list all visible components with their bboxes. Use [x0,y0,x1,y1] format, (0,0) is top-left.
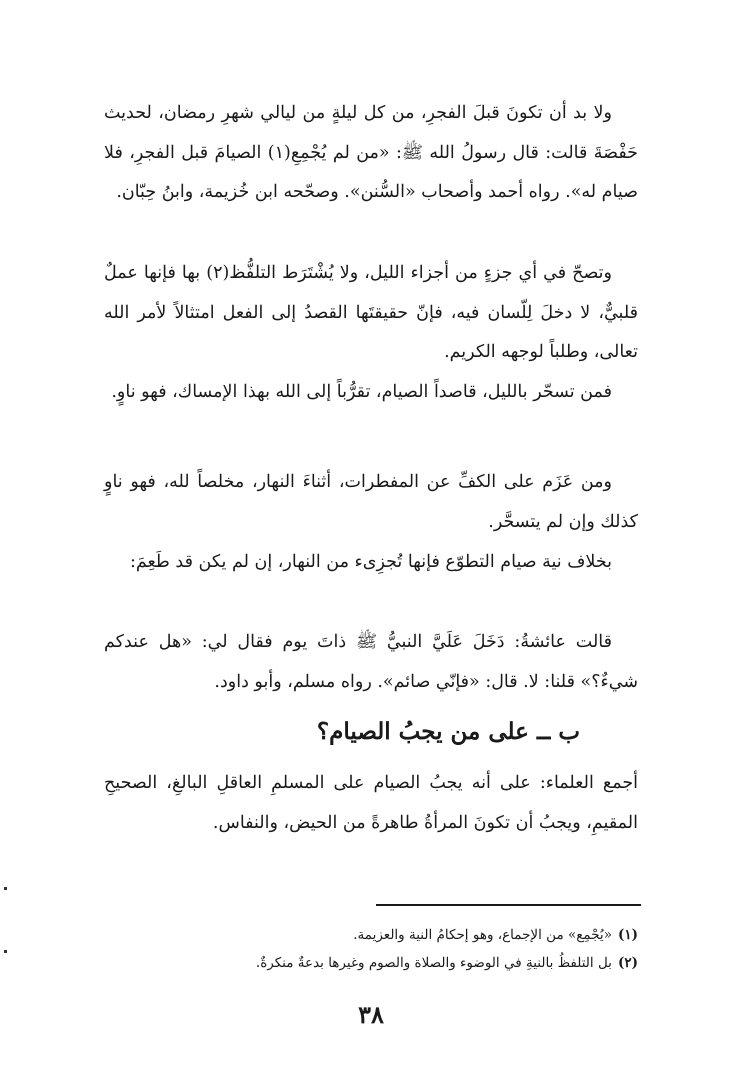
footnote-1-text: «يُجْمِع» من الإجماع، وهو إحكامُ النية والعزيمة. [353,927,612,943]
scan-edge-mark [4,887,7,890]
footnote-2-text: بل التلفظُ بالنيةِ في الوضوء والصلاة والصوم وغيرها بدعةٌ منكرةٌ. [255,955,612,971]
footnote-1 [104,922,638,948]
paragraph-night-intention: وتصحّ في أي جزءٍ من أجزاء الليل، ولا يُشْتَرَط التلفُّظ(٢) بها فإنها عملٌ قلبيٌّ، لا دخلَ لِلّسان فيه، فإنّ حقيقتَها القصدُ إلى الفعل امتثالاً لأمر الله تعالى، وطلباً لوجهه الكريم. [104,263,638,362]
footnote-divider [376,904,641,906]
section-heading: ب ــ على من يجبُ الصيام؟ [316,718,580,745]
page-number: ٣٨ [358,1000,384,1029]
paragraph-voluntary-fast: بخلاف نية صيام التطوّع فإنها تُجزِىء من النهار، إن لم يكن قد طَعِمَ: [129,552,612,572]
paragraph-abstaining: ومن عَزَم على الكفِّ عن المفطرات، أثناءَ النهار، مخلصاً لله، فهو ناوٍ كذلك وإن لم يتسحَّر. [104,472,638,532]
footnote-2 [104,950,638,976]
scan-edge-mark [4,950,7,953]
paragraph-obligation: أجمع العلماء: على أنه يجبُ الصيام على المسلمِ العاقلِ البالغِ، الصحيحِ المقيمِ، ويجبُ أن تكونَ المرأةُ طاهرةً من الحيض، والنفاس. [104,773,638,833]
footnote-2-number: (٢) [617,955,638,971]
paragraph-fajr-intention: ولا بد أن تكونَ قبلَ الفجرِ، من كل ليلةٍ من ليالي شهرِ رمضان، لحديث حَفْصَةَ قالت: قال رسولُ الله ﷺ: «من لم يُجْمِعِ(١) الصيامَ قبل الفجرِ، فلا صيام له». رواه أحمد وأصحاب «السُّنن». وصحّحه ابن خُزيمة، وابنُ حِبّان. [104,103,639,202]
footnote-1-number: (١) [617,927,638,943]
paragraph-aisha-hadith: قالت عائشةُ: دَخَلَ عَلَيَّ النبيُّ ﷺ ذاتَ يوم فقال لي: «هل عندكم شيءٌ؟» قلنا: لا. قال: «فإنّي صائم». رواه مسلم، وأبو داود. [104,632,638,692]
paragraph-suhoor: فمن تسحّر بالليل، قاصداً الصيام، تقرُّباً إلى الله بهذا الإمساك، فهو ناوٍ. [111,382,612,402]
